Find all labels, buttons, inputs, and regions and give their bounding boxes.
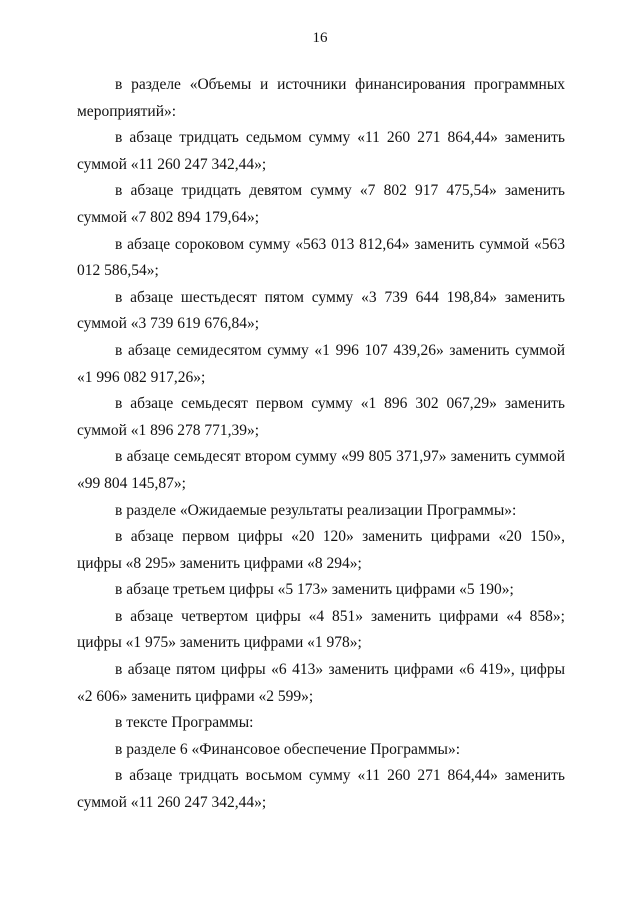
paragraph-amendment: в абзаце семьдесят втором сумму «99 805 371,97» заменить суммой «99 804 145,87»;	[77, 448, 565, 492]
paragraph-amendment: в абзаце тридцать седьмом сумму «11 260 271 864,44» заменить суммой «11 260 247 342,44»;	[77, 129, 565, 173]
paragraph-amendment: в абзаце пятом цифры «6 413» заменить цифрами «6 419», цифры «2 606» заменить цифрами «2 599»;	[77, 661, 565, 705]
paragraph-amendment: в абзаце первом цифры «20 120» заменить цифрами «20 150», цифры «8 295» заменить цифрами «8 294»;	[77, 528, 565, 572]
paragraph-amendment: в абзаце тридцать девятом сумму «7 802 917 475,54» заменить суммой «7 802 894 179,64»;	[77, 182, 565, 226]
paragraph-section-funding: в разделе «Объемы и источники финансирования программных мероприятий»:	[77, 76, 565, 120]
paragraph-amendment: в абзаце четвертом цифры «4 851» заменить цифрами «4 858»; цифры «1 975» заменить цифрами «1 978»;	[77, 607, 565, 652]
paragraph-program-text: в тексте Программы:	[115, 714, 254, 732]
paragraph-section-6: в разделе 6 «Финансовое обеспечение Программы»:	[115, 740, 460, 758]
paragraph-amendment: в абзаце семьдесят первом сумму «1 896 302 067,29» заменить суммой «1 896 278 771,39»;	[77, 395, 565, 439]
page-number: 16	[312, 30, 328, 46]
paragraph-amendment: в абзаце тридцать восьмом сумму «11 260 271 864,44» заменить суммой «11 260 247 342,44»;	[77, 767, 565, 812]
paragraph-amendment: в абзаце шестьдесят пятом сумму «3 739 644 198,84» заменить суммой «3 739 619 676,84»;	[77, 288, 565, 333]
document-body	[77, 72, 565, 817]
paragraph-amendment: в абзаце третьем цифры «5 173» заменить цифрами «5 190»;	[115, 581, 514, 599]
paragraph-section-results: в разделе «Ожидаемые результаты реализации Программы»:	[115, 501, 517, 519]
paragraph-amendment: в абзаце семидесятом сумму «1 996 107 439,26» заменить суммой «1 996 082 917,26»;	[77, 341, 565, 386]
paragraph-amendment: в абзаце сороковом сумму «563 013 812,64» заменить суммой «563 012 586,54»;	[77, 235, 565, 280]
